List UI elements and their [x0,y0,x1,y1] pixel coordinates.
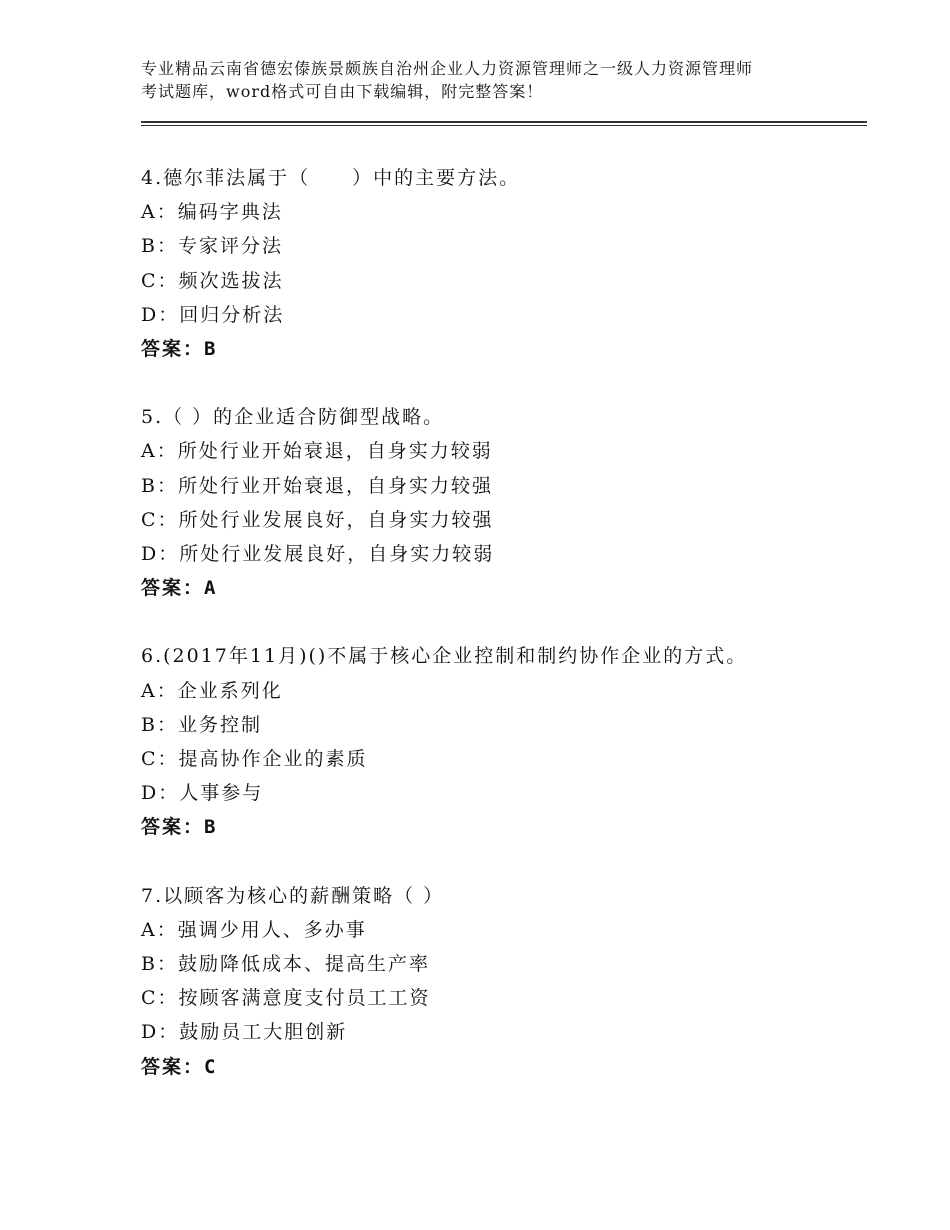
answer-label: 答案： [141,577,205,600]
option-a: A：所处行业开始衰退，自身实力较弱 [141,440,493,463]
answer-line [141,571,867,605]
option-b: B：专家评分法 [141,235,283,258]
answer-line [141,1050,867,1084]
answer-line [141,810,867,844]
answer-line [141,332,867,366]
header-line-2: 考试题库，word格式可自由下载编辑，附完整答案！ [141,82,544,101]
answer-label: 答案： [141,816,205,839]
header-divider-thick [141,121,867,123]
answer-value: B [204,816,217,839]
question-7 [141,879,867,1084]
answer-label: 答案： [141,338,205,361]
question-list [141,161,867,1118]
question-stem: 7.以顾客为核心的薪酬策略（ ） [141,884,445,907]
option-b: B：业务控制 [141,713,262,736]
question-4 [141,161,867,366]
header-line-1: 专业精品云南省德宏傣族景颇族自治州企业人力资源管理师之一级人力资源管理师 [141,59,754,78]
header-divider-thin [141,125,867,126]
option-a: A：企业系列化 [141,679,283,702]
answer-value: B [204,338,217,361]
option-c: C：频次选拔法 [141,269,284,292]
answer-value: A [204,577,217,600]
answer-value: C [204,1055,217,1078]
option-d: D：人事参与 [141,782,264,805]
option-d: D：回归分析法 [141,303,285,326]
option-b: B：所处行业开始衰退，自身实力较强 [141,474,493,497]
question-stem: 5.（ ）的企业适合防御型战略。 [141,406,445,429]
option-c: C：提高协作企业的素质 [141,748,368,771]
option-a: A：编码字典法 [141,201,283,224]
option-c: C：所处行业发展良好，自身实力较强 [141,508,494,531]
option-b: B：鼓励降低成本、提高生产率 [141,953,430,976]
question-6 [141,639,867,844]
option-d: D：鼓励员工大胆创新 [141,1021,348,1044]
option-d: D：所处行业发展良好，自身实力较弱 [141,543,495,566]
question-stem: 6.(2017年11月)()不属于核心企业控制和制约协作企业的方式。 [141,645,748,668]
question-5 [141,400,867,605]
option-c: C：按顾客满意度支付员工工资 [141,987,431,1010]
document-header [141,57,841,103]
option-a: A：强调少用人、多办事 [141,918,367,941]
question-stem: 4.德尔菲法属于（ ）中的主要方法。 [141,167,521,189]
answer-label: 答案： [141,1055,205,1078]
